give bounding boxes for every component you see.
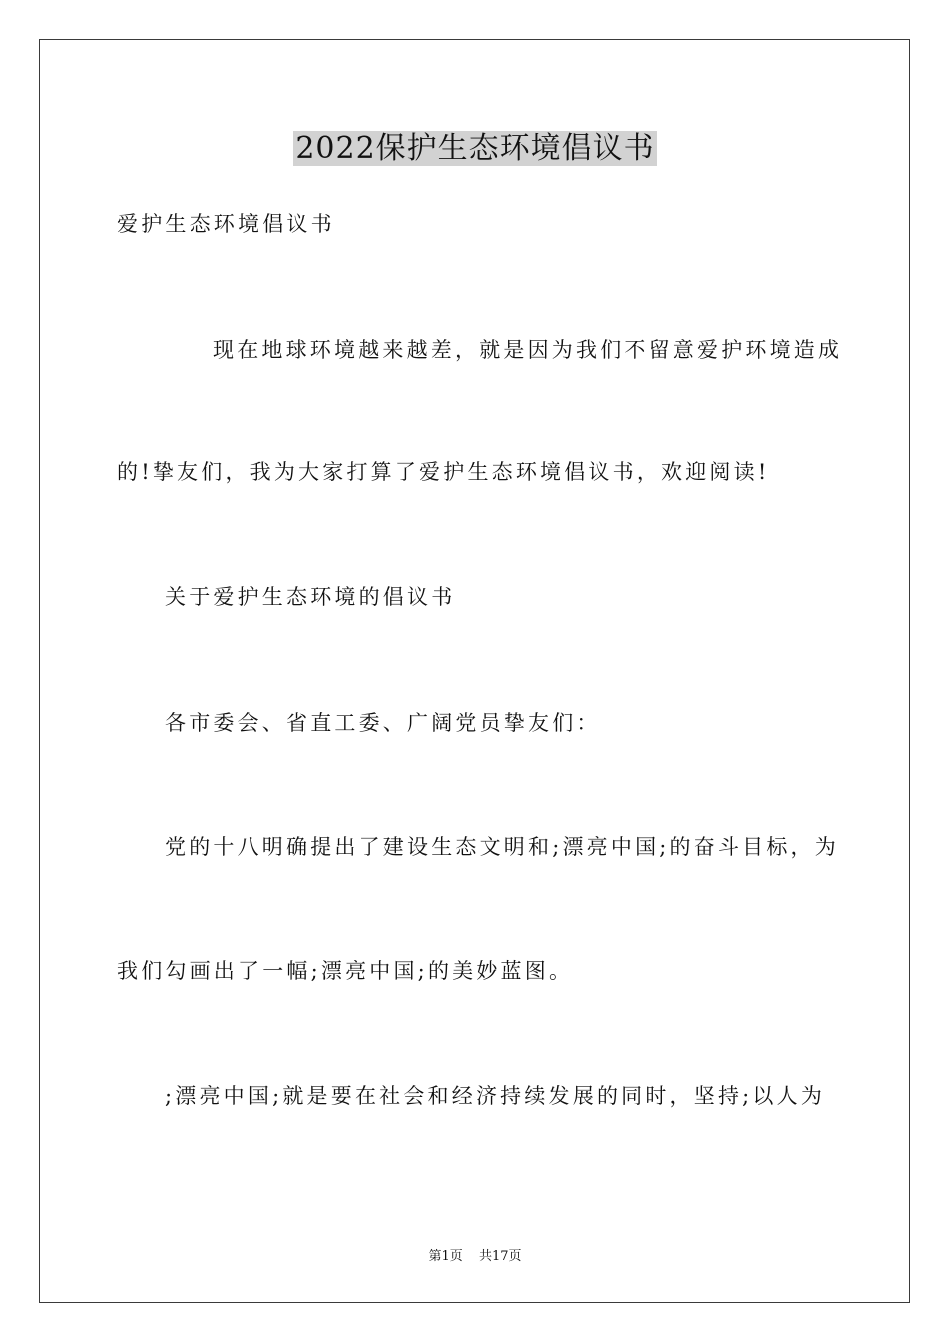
paragraph-line: 的!挚友们，我为大家打算了爱护生态环境倡议书，欢迎阅读! (117, 460, 770, 484)
paragraph-line: 现在地球环境越来越差，就是因为我们不留意爱护环境造成 (213, 338, 843, 362)
section-heading: 关于爱护生态环境的倡议书 (165, 585, 456, 609)
document-title-text: 2022保护生态环境倡议书 (295, 131, 655, 166)
paragraph-line: 党的十八明确提出了建设生态文明和;漂亮中国;的奋斗目标，为 (165, 835, 839, 859)
document-title (0, 128, 950, 169)
salutation-line: 各市委会、省直工委、广阔党员挚友们： (165, 711, 601, 735)
page-total: 共17页 (478, 1249, 522, 1264)
subtitle-line: 爱护生态环境倡议书 (117, 212, 335, 236)
paragraph-line: ;漂亮中国;就是要在社会和经济持续发展的同时，坚持;以人为 (165, 1084, 826, 1108)
page-number: 第1页 (428, 1249, 463, 1264)
page-footer (0, 1248, 950, 1266)
paragraph-line: 我们勾画出了一幅;漂亮中国;的美妙蓝图。 (117, 959, 574, 983)
